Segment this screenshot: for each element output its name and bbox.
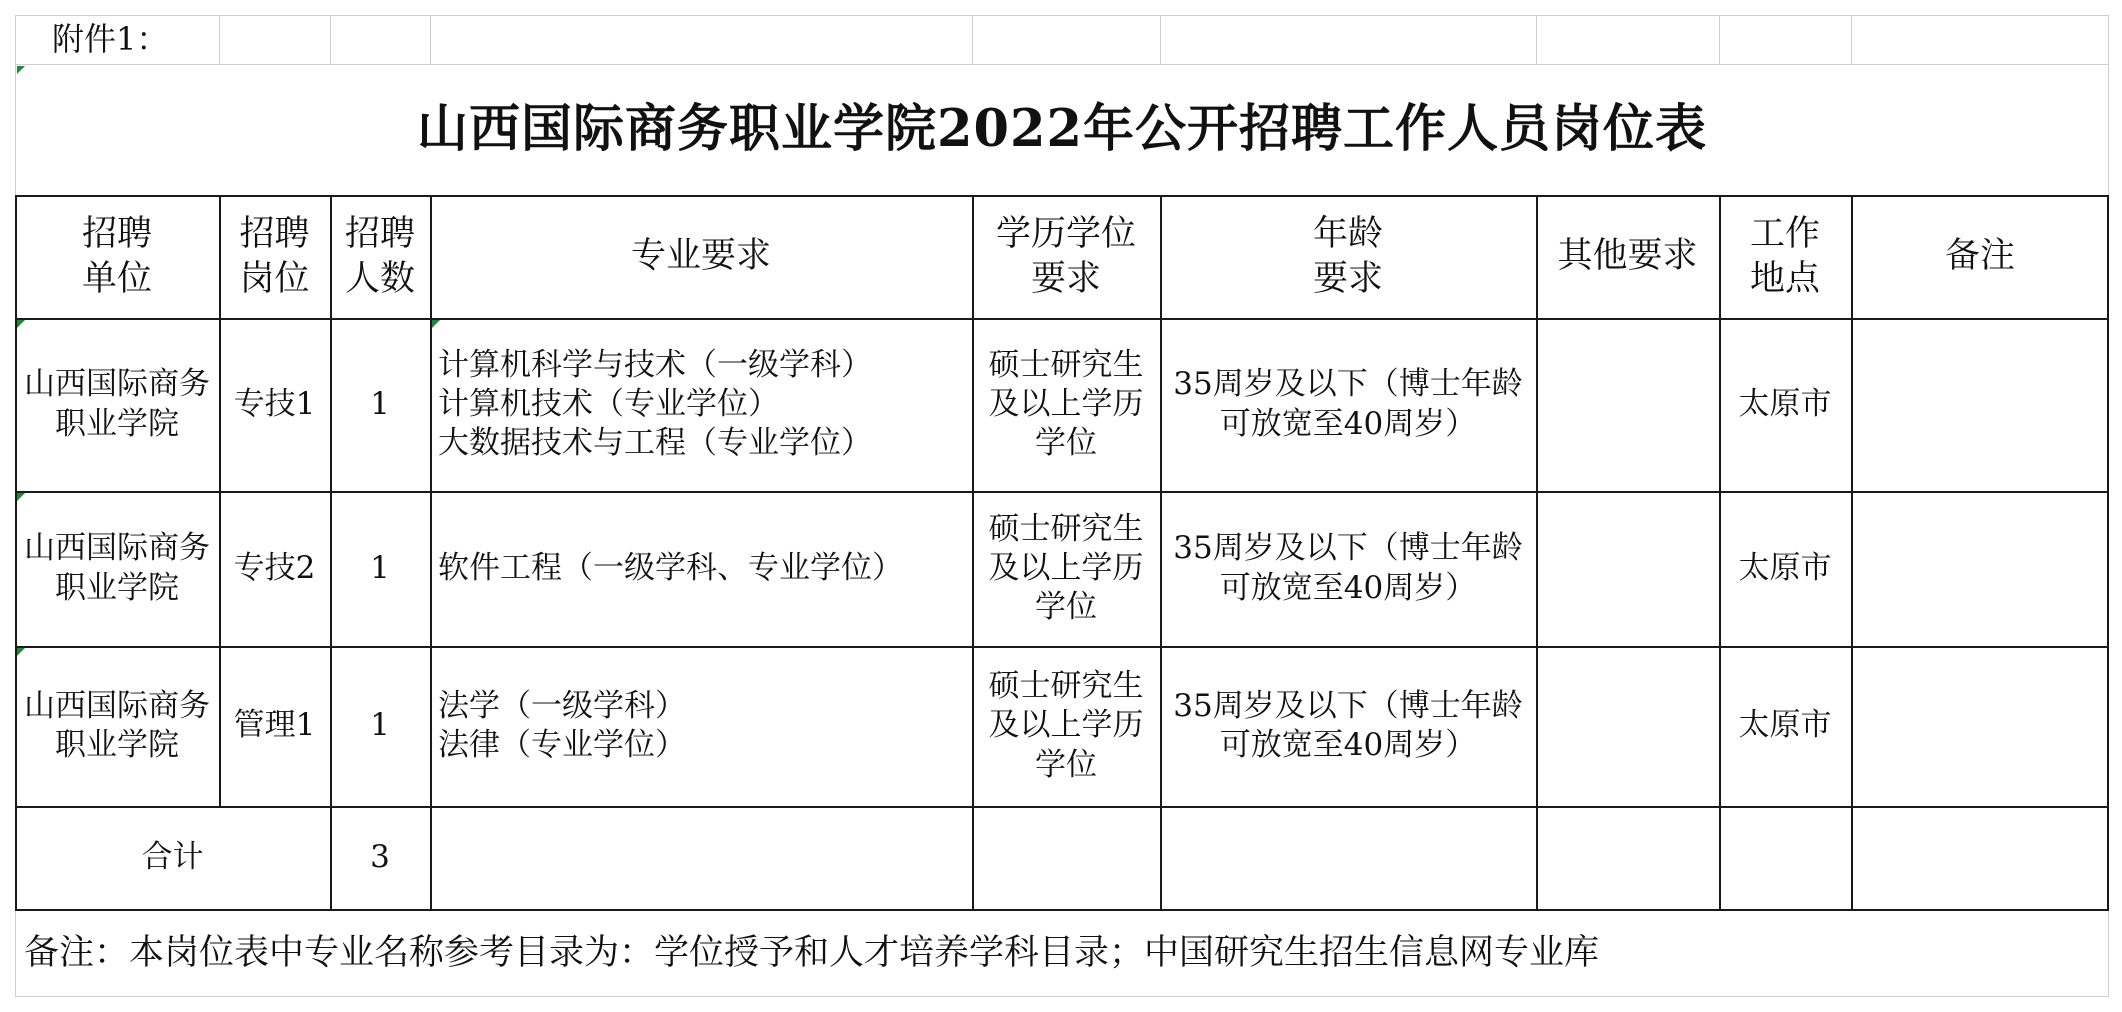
age-line: 可放宽至40周岁） — [1219, 569, 1477, 606]
unit-line: 职业学院 — [55, 727, 179, 763]
header-unit — [15, 195, 219, 318]
gridline — [1719, 15, 1720, 64]
header-location-line: 工作 — [1749, 214, 1820, 255]
header-location-line: 地点 — [1749, 258, 1820, 299]
age-line: 35周岁及以下（博士年龄 — [1173, 687, 1523, 724]
major-line: 大数据技术与工程（专业学位） — [438, 425, 872, 462]
unit-line: 职业学院 — [55, 569, 179, 606]
degree-line: 硕士研究生 — [988, 510, 1144, 547]
degree-line: 硕士研究生 — [988, 346, 1144, 383]
unit-line: 山西国际商务 — [24, 366, 210, 403]
header-remark: 备注 — [1944, 236, 2015, 277]
gridline — [219, 15, 220, 64]
header-degree — [972, 195, 1160, 318]
unit-line: 山西国际商务 — [24, 530, 210, 567]
annex-label: 附件1： — [52, 20, 169, 59]
gridline — [430, 15, 431, 64]
cell-position: 专技2 — [233, 549, 316, 586]
cell-major — [430, 646, 972, 806]
cell-count: 1 — [370, 707, 390, 744]
header-location — [1719, 195, 1851, 318]
cell-major — [430, 491, 972, 646]
unit-line: 职业学院 — [55, 405, 179, 442]
cell-remark — [1851, 318, 2109, 491]
degree-line: 及以上学历 — [988, 549, 1144, 586]
cell-other — [1536, 318, 1719, 491]
header-position — [219, 195, 330, 318]
gridline — [972, 15, 973, 64]
cell-degree — [972, 318, 1160, 491]
cell-count: 1 — [370, 549, 390, 586]
major-line: 软件工程（一级学科、专业学位） — [438, 549, 903, 586]
cell-unit — [15, 318, 219, 491]
cell-unit — [15, 646, 219, 806]
cell-age — [1160, 318, 1536, 491]
cell-count: 1 — [370, 385, 390, 422]
major-line: 计算机技术（专业学位） — [438, 385, 779, 422]
header-major: 专业要求 — [630, 236, 771, 277]
cell-location: 太原市 — [1738, 707, 1832, 744]
header-other: 其他要求 — [1557, 236, 1698, 277]
total-count: 3 — [370, 838, 390, 875]
total-label: 合计 — [141, 838, 204, 875]
header-age — [1160, 195, 1536, 318]
cell-other — [1536, 646, 1719, 806]
page-title: 山西国际商务职业学院2022年公开招聘工作人员岗位表 — [417, 99, 1707, 160]
age-line: 可放宽至40周岁） — [1219, 405, 1477, 442]
major-line: 法律（专业学位） — [438, 727, 686, 763]
cell-position: 管理1 — [233, 707, 316, 744]
degree-line: 硕士研究生 — [988, 668, 1144, 705]
cell-degree — [972, 491, 1160, 646]
age-line: 35周岁及以下（博士年龄 — [1173, 530, 1523, 567]
gridline — [330, 15, 331, 64]
age-line: 可放宽至40周岁） — [1219, 727, 1477, 763]
major-line: 计算机科学与技术（一级学科） — [438, 346, 872, 383]
major-line: 法学（一级学科） — [438, 687, 686, 724]
header-position-line: 岗位 — [239, 258, 310, 299]
cell-age — [1160, 646, 1536, 806]
gridline — [1851, 15, 1852, 64]
degree-line: 及以上学历 — [988, 707, 1144, 744]
age-line: 35周岁及以下（博士年龄 — [1173, 366, 1523, 403]
header-degree-line: 要求 — [1030, 258, 1101, 299]
cell-remark — [1851, 646, 2109, 806]
cell-other — [1536, 491, 1719, 646]
header-unit-line: 单位 — [81, 258, 152, 299]
gridline — [1160, 15, 1161, 64]
gridline — [1536, 15, 1537, 64]
header-age-line: 年龄 — [1312, 214, 1383, 255]
cell-age — [1160, 491, 1536, 646]
cell-major — [430, 318, 972, 491]
header-count — [330, 195, 430, 318]
cell-unit — [15, 491, 219, 646]
header-age-line: 要求 — [1312, 258, 1383, 299]
degree-line: 学位 — [1035, 425, 1097, 462]
unit-line: 山西国际商务 — [24, 687, 210, 724]
header-unit-line: 招聘 — [81, 214, 152, 255]
header-count-line: 招聘 — [344, 214, 415, 255]
cell-position: 专技1 — [233, 385, 316, 422]
header-position-line: 招聘 — [239, 214, 310, 255]
header-count-line: 人数 — [344, 258, 415, 299]
cell-degree — [972, 646, 1160, 806]
footnote: 备注：本岗位表中专业名称参考目录为：学位授予和人才培养学科目录；中国研究生招生信息网专业库 — [24, 933, 1600, 974]
cell-location: 太原市 — [1738, 385, 1832, 422]
gridline — [15, 996, 2109, 997]
header-degree-line: 学历学位 — [995, 214, 1136, 255]
degree-line: 学位 — [1035, 746, 1097, 783]
cell-remark — [1851, 491, 2109, 646]
degree-line: 及以上学历 — [988, 385, 1144, 422]
cell-location: 太原市 — [1738, 549, 1832, 586]
degree-line: 学位 — [1035, 589, 1097, 626]
